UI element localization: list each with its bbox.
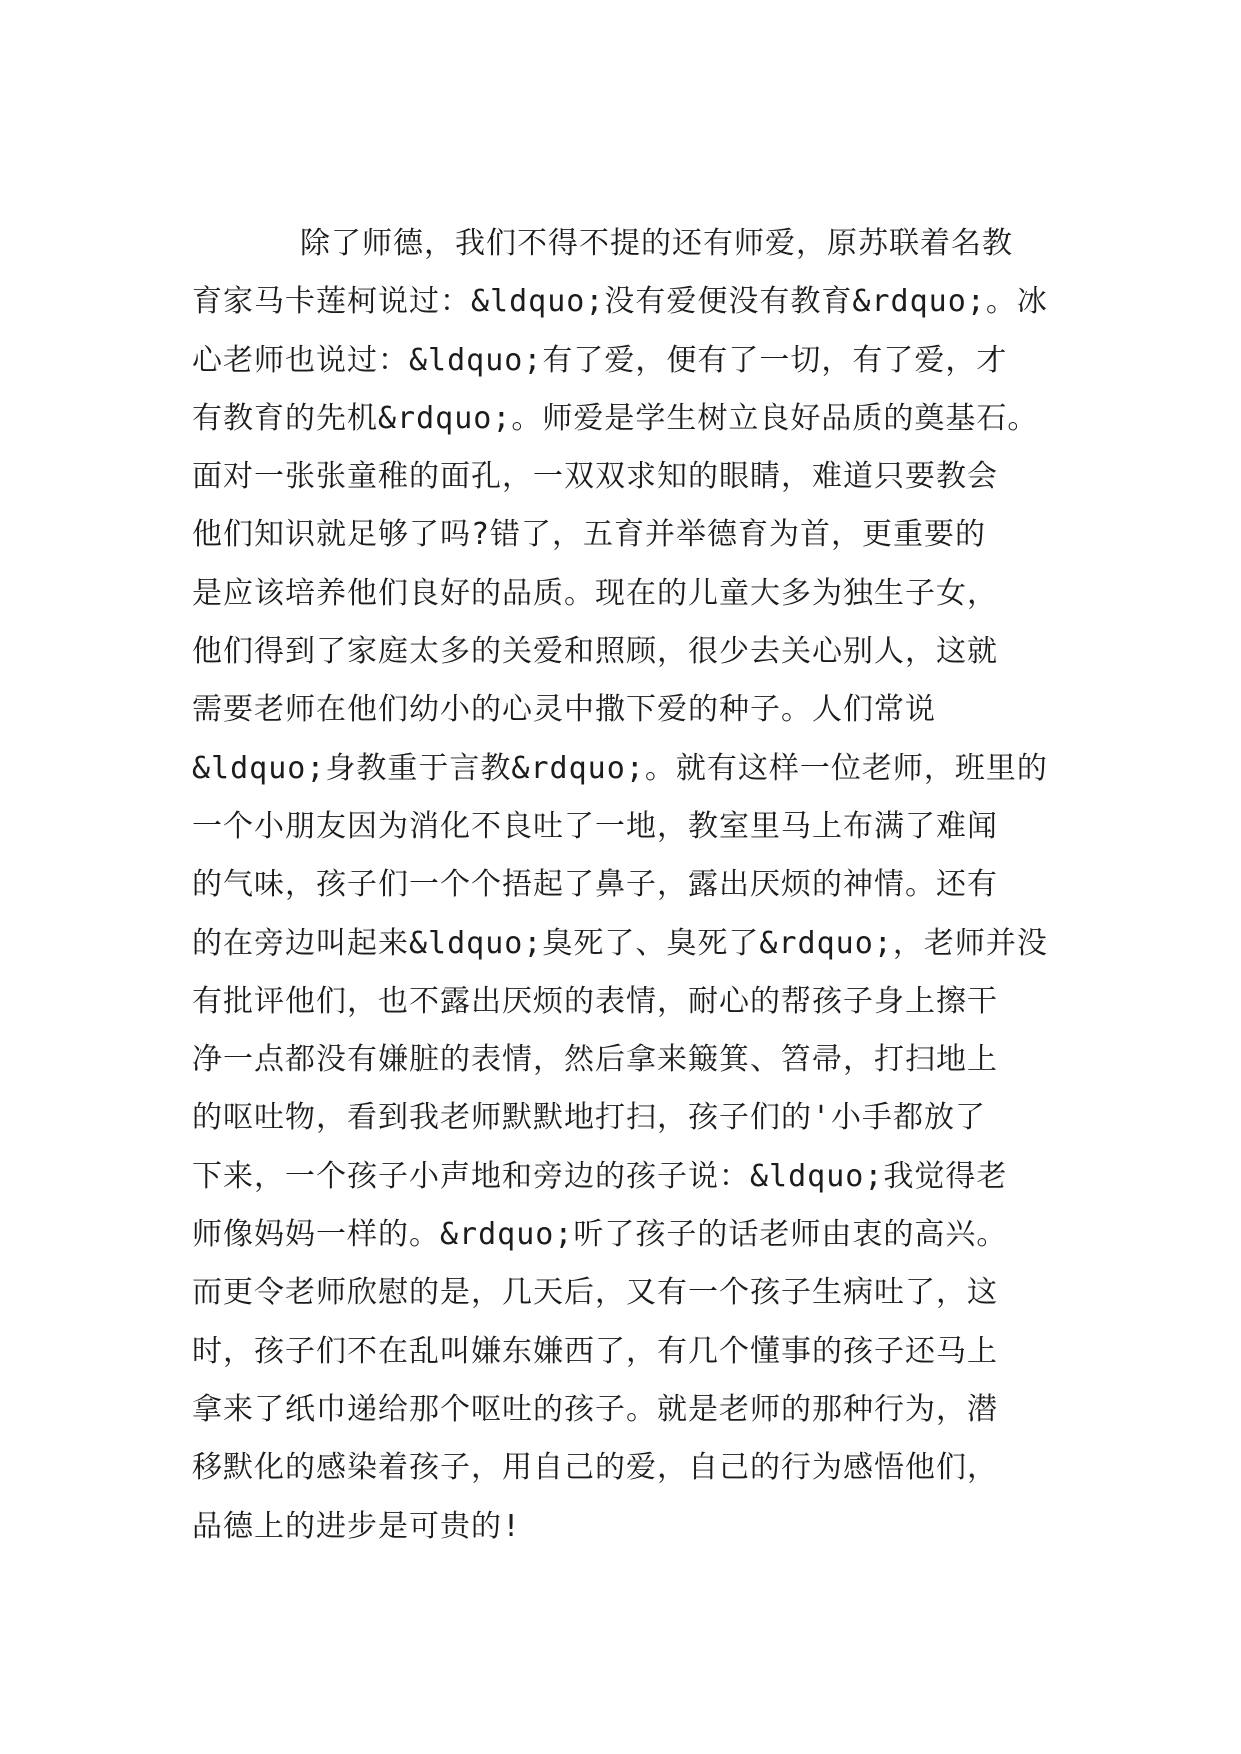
paragraph-line: 师像妈妈一样的。&rdquo;听了孩子的话老师由衷的高兴。 <box>192 1217 1008 1253</box>
paragraph-line: 净一点都没有嫌脏的表情，然后拿来簸箕、笤帚，打扫地上 <box>192 1042 998 1078</box>
paragraph-line: 他们得到了家庭太多的关爱和照顾，很少去关心别人，这就 <box>192 634 998 670</box>
paragraph-line: 而更令老师欣慰的是，几天后，又有一个孩子生病吐了，这 <box>192 1275 998 1311</box>
paragraph-line: 下来，一个孩子小声地和旁边的孩子说：&ldquo;我觉得老 <box>192 1158 1008 1194</box>
paragraph-line: 心老师也说过：&ldquo;有了爱，便有了一切，有了爱，才 <box>192 342 1008 378</box>
paragraph-line: 除了师德，我们不得不提的还有师爱，原苏联着名教 <box>300 226 1013 261</box>
paragraph-line: 有教育的先机&rdquo;。师爱是学生树立良好品质的奠基石。 <box>192 400 1039 436</box>
paragraph-line: 拿来了纸巾递给那个呕吐的孩子。就是老师的那种行为，潜 <box>192 1391 998 1427</box>
paragraph <box>192 215 1072 1556</box>
paragraph-line: 一个小朋友因为消化不良吐了一地，教室里马上布满了难闻 <box>192 808 998 844</box>
paragraph-line: 有批评他们，也不露出厌烦的表情，耐心的帮孩子身上擦干 <box>192 983 998 1019</box>
paragraph-line: 面对一张张童稚的面孔，一双双求知的眼睛，难道只要教会 <box>192 459 998 495</box>
paragraph-line: 品德上的进步是可贵的! <box>192 1508 522 1544</box>
paragraph-line: &ldquo;身教重于言教&rdquo;。就有这样一位老师，班里的 <box>192 750 1048 786</box>
paragraph-line: 的在旁边叫起来&ldquo;臭死了、臭死了&rdquo;，老师并没 <box>192 925 1048 961</box>
paragraph-line: 的呕吐物，看到我老师默默地打扫，孩子们的'小手都放了 <box>192 1100 987 1136</box>
paragraph-line: 是应该培养他们良好的品质。现在的儿童大多为独生子女， <box>192 575 998 611</box>
paragraph-line: 他们知识就足够了吗?错了，五育并举德育为首，更重要的 <box>192 517 987 553</box>
paragraph-line: 移默化的感染着孩子，用自己的爱，自己的行为感悟他们， <box>192 1450 998 1486</box>
paragraph-line: 的气味，孩子们一个个捂起了鼻子，露出厌烦的神情。还有 <box>192 867 998 903</box>
paragraph-line: 育家马卡莲柯说过：&ldquo;没有爱便没有教育&rdquo;。冰 <box>192 284 1048 320</box>
paragraph-line: 需要老师在他们幼小的心灵中撒下爱的种子。人们常说 <box>192 692 936 728</box>
paragraph-line: 时，孩子们不在乱叫嫌东嫌西了，有几个懂事的孩子还马上 <box>192 1333 998 1369</box>
